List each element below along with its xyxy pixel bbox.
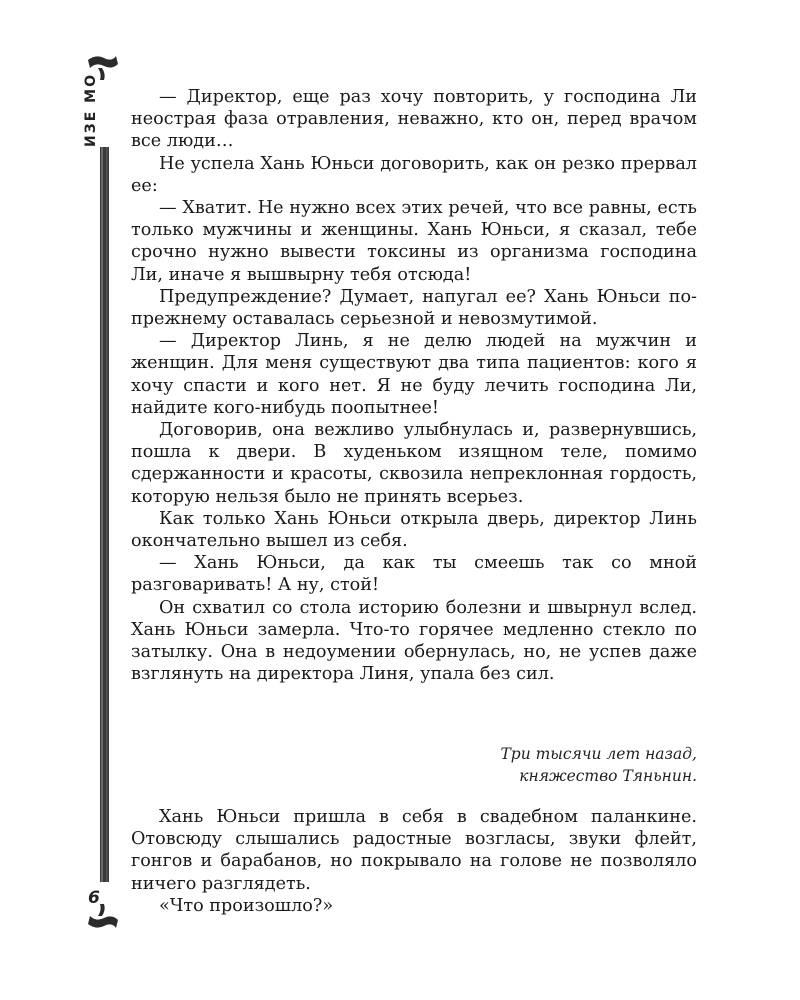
margin-ornament-band <box>86 52 120 942</box>
epigraph-line: Три тысячи лет назад, <box>500 745 697 763</box>
paragraph: — Директор Линь, я не делю людей на мужчин и женщин. Для меня существуют два типа пациентов: кого я хочу спасти и кого нет. Я не буду лечить господина Ли, найдите кого-нибудь поопытнее! <box>131 331 697 418</box>
paragraph: Он схватил со стола историю болезни и швырнул вслед. Хань Юньси замерла. Что-то горячее медленно стекло по затылку. Она в недоумении обернулась, но, не успев даже взглянуть на директора Линя, упала без сил. <box>131 597 697 685</box>
running-head <box>80 73 102 147</box>
paragraph: — Хватит. Не нужно всех этих речей, что все равны, есть только мужчины и женщины. Хань Юньси, я сказал, тебе срочно нужно вывести токсины из организма господина Ли, иначе я вышвырну тебя отсюда! <box>131 198 697 285</box>
second-text <box>131 806 697 917</box>
page-number: 6 <box>88 888 100 908</box>
paragraph: Не успела Хань Юньси договорить, как он резко прервал ее: <box>131 153 697 196</box>
paragraph: Хань Юньси пришла в себя в свадебном паланкине. Отовсюду слышались радостные возгласы, звуки флейт, гонгов и барабанов, но покрывало на голове не позволяло ничего разглядеть. <box>131 807 697 894</box>
epigraph-line: княжество Тяньнин. <box>519 767 697 785</box>
paragraph: — Хань Юньси, да как ты смеешь так со мной разговаривать! А ну, стой! <box>131 553 697 596</box>
paragraph: Предупреждение? Думает, напугал ее? Хань Юньси по-прежнему оставалась серьезной и невозмутимой. <box>131 286 697 330</box>
paragraph: «Что произошло?» <box>159 895 334 916</box>
running-head-text: ИЗЕ МО <box>83 73 99 147</box>
paragraph: Как только Хань Юньси открыла дверь, директор Линь окончательно вышел из себя. <box>131 508 697 552</box>
paragraph: — Директор, еще раз хочу повторить, у господина Ли неострая фаза отравления, неважно, кто он, перед врачом все люди… <box>131 87 697 152</box>
scene-epigraph <box>500 743 697 787</box>
paragraph: Договорив, она вежливо улыбнулась и, развернувшись, пошла к двери. В худеньком изящном теле, помимо сдержанности и красоты, сквозила непреклонная гордость, которую нельзя было не принять всерьез. <box>131 420 697 507</box>
main-text <box>131 86 697 685</box>
